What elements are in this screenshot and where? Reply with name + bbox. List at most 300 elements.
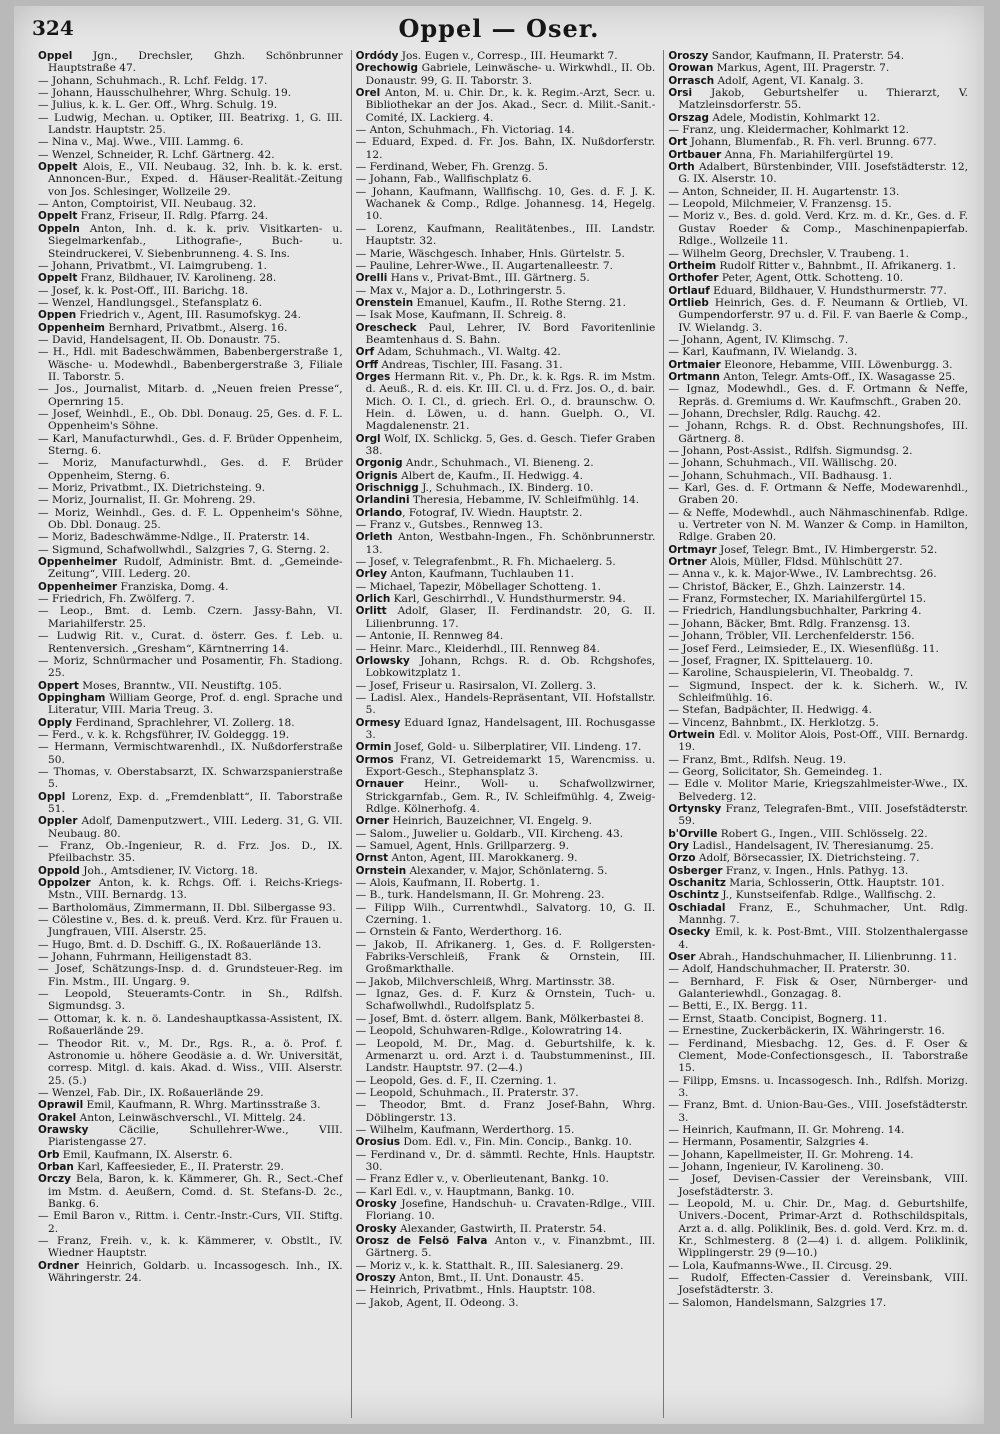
directory-entry — [38, 408, 343, 433]
entry-surname: Oppelt — [38, 272, 78, 285]
entry-text: — Johann, Ingenieur, IV. Karolineng. 30. — [668, 1160, 884, 1173]
directory-entry — [668, 136, 968, 148]
directory-page — [14, 6, 984, 1424]
entry-text: — Johann, Kapellmeister, II. Gr. Mohreng. 14. — [668, 1148, 914, 1161]
directory-entry — [668, 568, 968, 580]
directory-entry — [38, 210, 343, 222]
directory-entry — [668, 198, 968, 210]
directory-entry — [356, 186, 656, 223]
directory-entry — [356, 457, 656, 469]
directory-entry — [356, 359, 656, 371]
entry-text: Alois, Müller, Fldsd. Mühlschütt 27. — [706, 556, 903, 569]
entry-text: Heinrich, Goldarb. u. Incassogesch. Inh., IX. Währingerstr. 24. — [48, 1259, 343, 1285]
entry-text: — Anton, Comptoirist, VII. Neubaug. 32. — [38, 198, 257, 211]
directory-entry — [668, 1198, 968, 1260]
entry-surname: Orenstein — [355, 296, 414, 309]
directory-entry — [668, 408, 968, 420]
directory-entry — [356, 889, 656, 901]
directory-entry — [38, 791, 343, 816]
directory-entry — [356, 581, 656, 593]
entry-text: Bernhard, Privatbmt., Alserg. 16. — [105, 321, 288, 334]
entry-text: — Jakob, II. Afrikanerg. 1, Ges. d. F. Rollgersten-Fabriks-Verschleiß, Frank & Ornstein, III. Großmarkthalle. — [355, 938, 656, 976]
entry-text: , Fotograf, IV. Wiedn. Hauptstr. 2. — [402, 506, 583, 519]
entry-surname: Oroszy — [668, 50, 709, 62]
entry-text: — Filipp Wilh., Currentwhdl., Salvatorg. 10, G. II. Czerning. 1. — [355, 901, 656, 927]
directory-entry — [356, 531, 656, 556]
entry-text: — Sigmund, Inspect. der k. k. Sicherh. W., IV. Schleifmühlg. 16. — [668, 679, 968, 704]
directory-entry — [38, 902, 343, 914]
entry-text: Adolf, Glaser, II. Ferdinandstr. 20, G. II. Lilienbrunng. 17. — [365, 605, 656, 630]
entry-surname: Ordner — [38, 1259, 79, 1272]
directory-entry — [356, 272, 656, 284]
entry-surname: Orrasch — [668, 74, 715, 87]
entry-text: — Ferdinand, Weber, Fh. Grenzg. 5. — [355, 161, 549, 174]
directory-entry — [668, 828, 968, 840]
entry-text: — Johann, Fuhrmann, Heiligenstadt 83. — [38, 951, 252, 964]
entry-surname: Ortlauf — [668, 284, 710, 297]
entry-surname: Orignis — [355, 469, 398, 482]
entry-text: — Wilhelm Georg, Drechsler, V. Traubeng. 1. — [668, 247, 909, 260]
entry-text: — Leopold, M. u. Chir. Dr., Mag. d. Geburtshilfe, Univers.-Docent, Primar-Arzt d. Rothschildspitals, Arzt a. d. allg. Poliklinik, Bes. d. gold. Verd. Krz. m. d. Kr., Schlmesterg. 8 (2—4) i. d. allgem. Poliklinik, Wipplingerstr. 29 (9—10.) — [668, 1197, 968, 1260]
directory-entry — [38, 1013, 343, 1038]
entry-surname: Orlich — [355, 593, 391, 606]
entry-text: — Wenzel, Schneider, R. Lchf. Gärtnerg. 42. — [38, 148, 275, 161]
entry-text: Karl, Geschirrhdl., V. Hundsthurmerstr. 94. — [390, 593, 626, 606]
entry-text: Heinrich, Ges. d. F. Neumann & Ortlieb, VI. Gumpendorferstr. 97 u. d. Fil. F. van Baerle & Comp., IV. Wielandg. 3. — [678, 296, 968, 334]
entry-surname: Ory — [668, 840, 690, 852]
directory-entry — [38, 457, 343, 482]
directory-entry — [668, 112, 968, 124]
directory-entry — [38, 963, 343, 988]
entry-text: — Franz Edler v., v. Oberlieutenant, Bankg. 10. — [355, 1173, 609, 1186]
entry-surname: Oser — [668, 951, 696, 964]
directory-entry — [38, 1235, 343, 1260]
entry-text: Anton, Kaufmann, Tuchlauben 11. — [386, 568, 574, 581]
directory-entry — [668, 87, 968, 112]
directory-entry — [38, 593, 343, 605]
directory-entry — [356, 939, 656, 976]
directory-entry — [356, 865, 656, 877]
entry-text: Lorenz, Exp. d. „Fremdenblatt“, II. Taborstraße 51. — [48, 790, 343, 815]
entry-text: — Moriz, Journalist, II. Gr. Mohreng. 29. — [38, 494, 256, 507]
entry-text: — Ottomar, k. k. n. ö. Landeshauptkassa-Assistent, IX. Roßauerlände 29. — [38, 1012, 343, 1038]
entry-text: Adolf, Börsecassier, IX. Dietrichsteing. 7. — [695, 852, 920, 865]
directory-entry — [668, 1013, 968, 1025]
entry-text: — Josef, Schätzungs-Insp. d. d. Grundsteuer-Reg. im Fin. Mstm., III. Ungarg. 9. — [38, 963, 343, 988]
entry-text: Franz, Friseur, II. Rdlg. Pfarrg. 24. — [77, 210, 269, 223]
directory-entry — [356, 680, 656, 692]
column-3 — [663, 50, 968, 1418]
directory-entry — [668, 593, 968, 605]
entry-text: — Eduard, Exped. d. Fr. Jos. Bahn, IX. Nußdorferstr. 12. — [355, 136, 656, 161]
directory-entry — [668, 285, 968, 297]
directory-entry — [668, 149, 968, 161]
entry-text: Alexander, Gastwirth, II. Praterstr. 54. — [396, 1222, 607, 1235]
entry-surname: Orff — [355, 358, 378, 371]
directory-entry — [356, 507, 656, 519]
directory-entry — [356, 926, 656, 938]
directory-entry — [356, 161, 656, 173]
entry-text: Friedrich v., Agent, III. Rasumofskyg. 24. — [76, 309, 301, 322]
directory-entry — [668, 346, 968, 358]
directory-entry — [356, 1198, 656, 1223]
entry-text: — Georg, Solicitator, Sh. Gemeindeg. 1. — [668, 765, 883, 778]
entry-text: — Friedrich, Fh. Zwölferg. 7. — [38, 593, 195, 606]
directory-entry — [668, 865, 968, 877]
directory-entry — [38, 1161, 343, 1173]
directory-entry — [356, 1284, 656, 1296]
directory-entry — [38, 136, 343, 148]
directory-entry — [668, 1297, 968, 1309]
directory-entry — [668, 889, 968, 901]
directory-entry — [356, 1272, 656, 1284]
directory-entry — [356, 519, 656, 531]
directory-entry — [668, 680, 968, 705]
entry-text: Hermann Rit. v., Ph. Dr., k. k. Rgs. R. im Mstm. d. Aeuß., R. d. eis. Kr. III. Cl. u. d. Frz. Jos. O., d. bair. Mich. O. I. Cl., d. griech. Erl. O., d. braunschw. O. Hein. d. Löwen, u. d. hann. Guelph. O., VI. Magdalenenstr. 21. — [365, 370, 656, 433]
entry-text: Anton v., v. Finanzbmt., III. Gärtnerg. 5. — [365, 1235, 656, 1260]
directory-entry — [38, 556, 343, 581]
entry-text: Cäcilie, Schullehrer-Wwe., VIII. Piaristengasse 27. — [48, 1123, 343, 1149]
directory-entry — [668, 1136, 968, 1148]
entry-text: Theresia, Hebamme, IV. Schleifmühlg. 14. — [409, 494, 640, 507]
directory-entry — [668, 457, 968, 469]
entry-text: — Nina v., Maj. Wwe., VIII. Lammg. 6. — [38, 136, 244, 149]
directory-entry — [38, 914, 343, 939]
directory-entry — [38, 581, 343, 593]
directory-entry — [356, 433, 656, 458]
entry-text: Josef, Gold- u. Silberplatirer, VII. Lindeng. 17. — [391, 741, 642, 754]
entry-surname: Oprawil — [38, 1099, 84, 1112]
entry-surname: Orawsky — [38, 1123, 89, 1136]
entry-surname: Orelli — [355, 272, 388, 285]
entry-text: Franz, VI. Getreidemarkt 15, Warencmiss. u. Export-Gesch., Stephansplatz 3. — [365, 753, 656, 778]
entry-text: Alexander, v. Major, Schönlaterng. 5. — [406, 864, 608, 877]
entry-text: — Marie, Wäschgesch. Inhaber, Hnls. Gürtelstr. 5. — [355, 247, 625, 260]
entry-text: — Josef, v. Telegrafenbmt., R. Fh. Michaelerg. 5. — [355, 556, 616, 569]
directory-entry — [38, 1210, 343, 1235]
directory-entry — [356, 309, 656, 321]
directory-entry — [668, 1124, 968, 1136]
directory-entry — [668, 877, 968, 889]
entry-text: — Jakob, Milchverschleiß, Whrg. Martinsstr. 38. — [355, 975, 615, 988]
entry-text: — Theodor Rit. v., M. Dr., Rgs. R., a. ö. Prof. f. Astronomie u. höhere Geodäsie a. d. Wr. Universität, corresp. Mitgl. d. kais. Akad. d. Wiss., VIII. Alserstr. 25. (5.) — [38, 1037, 343, 1087]
directory-entry — [38, 815, 343, 840]
directory-entry — [38, 433, 343, 458]
entry-text: — Karoline, Schauspielerin, VI. Theobaldg. 7. — [668, 667, 914, 680]
column-1 — [38, 50, 343, 1418]
entry-surname: Oppelt — [38, 210, 78, 223]
entry-surname: Orsi — [668, 87, 693, 100]
entry-surname: Orosz de Felsö Falva — [355, 1235, 488, 1247]
directory-entry — [668, 963, 968, 975]
entry-text: — Lorenz, Kaufmann, Realitätenbes., III. Landstr. Hauptstr. 32. — [355, 222, 656, 248]
directory-entry — [38, 630, 343, 655]
directory-entry — [38, 988, 343, 1013]
entry-text: Ladisl., Handelsagent, IV. Theresianumg. 25. — [689, 840, 934, 852]
entry-surname: Oppenheimer — [38, 580, 118, 593]
entry-text: — Ferdinand, Miesbachg. 12, Ges. d. F. Oser & Clement, Mode-Confectionsgesch., II. Taborstraße 15. — [668, 1037, 968, 1075]
entry-text: — Josef, Weinhdl., E., Ob. Dbl. Donaug. 25, Ges. d. F. L. Oppenheim's Söhne. — [38, 407, 343, 433]
entry-text: Maria, Schlosserin, Ottk. Hauptstr. 101. — [725, 877, 945, 890]
entry-text: — Theodor, Bmt. d. Franz Josef-Bahn, Whrg. Döblingerstr. 13. — [355, 1099, 656, 1124]
entry-surname: Ortynsky — [668, 802, 722, 815]
entry-text: — Johann, Post-Assist., Rdlfsh. Sigmundsg. 2. — [668, 445, 913, 457]
entry-text: — Moriz v., k. k. Statthalt. R., III. Salesianerg. 29. — [355, 1259, 624, 1272]
entry-text: — Moriz v., Bes. d. gold. Verd. Krz. m. d. Kr., Ges. d. F. Gustav Roeder & Comp., Maschinenpapierfab. Rdlge., Wollzeile 11. — [668, 210, 968, 248]
directory-entry — [38, 112, 343, 137]
directory-entry — [356, 692, 656, 717]
entry-text: — B., turk. Handelsmann, II. Gr. Mohreng. 23. — [355, 889, 605, 902]
entry-surname: Opply — [38, 716, 73, 729]
entry-text: Johann, Rchgs. R. d. Ob. Rchgshofes, Lobkowitzplatz 1. — [365, 654, 656, 680]
entry-text: Anton, Bmt., II. Unt. Donaustr. 45. — [395, 1272, 584, 1285]
directory-entry — [356, 828, 656, 840]
entry-text: — Moriz, Manufacturwhdl., Ges. d. F. Brüder Oppenheim, Sterng. 6. — [38, 457, 343, 482]
entry-text: Hans v., Privat-Bmt., III. Gärtnerg. 5. — [387, 272, 590, 285]
entry-surname: Orlitt — [355, 605, 387, 618]
entry-text: — Josef, k. k. Post-Off., III. Barichg. 18. — [38, 284, 249, 297]
entry-surname: Orosky — [355, 1197, 397, 1210]
directory-entry — [668, 260, 968, 272]
directory-entry — [356, 568, 656, 580]
directory-entry — [356, 124, 656, 136]
directory-entry — [668, 704, 968, 716]
entry-text: — Karl, Kaufmann, IV. Wielandg. 3. — [668, 346, 858, 359]
entry-text: — Josef, Devisen-Cassier der Vereinsbank, VIII. Josefstädterstr. 3. — [668, 1173, 968, 1198]
entry-text: Franz, Telegrafen-Bmt., VIII. Josefstädterstr. 59. — [678, 802, 968, 828]
directory-entry — [356, 1260, 656, 1272]
directory-entry — [356, 470, 656, 482]
directory-entry — [668, 297, 968, 334]
entry-text: — Moriz, Badeschwämme-Ndlge., II. Praterstr. 14. — [38, 531, 310, 544]
entry-text: Anton, Telegr. Amts-Off., IX. Wasagasse 25. — [719, 370, 956, 383]
directory-entry — [38, 149, 343, 161]
entry-text: — Adolf, Handschuhmacher, II. Praterstr. 30. — [668, 963, 911, 976]
entry-text: — Johann, Agent, IV. Klimschg. 7. — [668, 333, 849, 346]
entry-surname: Orowan — [668, 62, 714, 75]
directory-entry — [356, 1099, 656, 1124]
entry-text: — Karl, Manufacturwhdl., Ges. d. F. Brüder Oppenheim, Sterng. 6. — [38, 432, 343, 457]
entry-text: — Leopold, Schuhmach., II. Praterstr. 37. — [355, 1086, 579, 1099]
directory-entry — [356, 322, 656, 347]
entry-surname: Ortmaier — [668, 358, 721, 371]
directory-entry — [38, 865, 343, 877]
entry-text: Emil, k. k. Post-Bmt., VIII. Stolzenthalergasse 4. — [678, 926, 968, 951]
entry-text: — Friedrich, Handlungsbuchhalter, Parkring 4. — [668, 605, 922, 618]
directory-entry — [38, 285, 343, 297]
entry-text: — Heinr. Marc., Kleiderhdl., III. Rennweg 84. — [355, 642, 600, 655]
entry-surname: Orczy — [38, 1173, 71, 1186]
entry-text: — Johann, Schuhmach., VII. Badhausg. 1. — [668, 469, 892, 482]
directory-entry — [668, 1099, 968, 1124]
entry-text: — Leop., Bmt. d. Lemb. Czern. Jassy-Bahn, VI. Mariahilferstr. 25. — [38, 605, 343, 630]
directory-entry — [668, 248, 968, 260]
directory-entry — [668, 655, 968, 667]
entry-text: Franz, Bildhauer, IV. Karolineng. 28. — [77, 272, 277, 285]
entry-text: — Bernhard, F. Fisk & Oser, Nürnberger- und Galanteriewhdl., Gonzagag. 8. — [668, 975, 968, 1001]
directory-entry — [668, 1025, 968, 1037]
entry-text: Andr., Schuhmach., VI. Bieneng. 2. — [402, 457, 594, 470]
entry-text: Adolf, Damenputzwert., VIII. Lederg. 31, G. VII. Neubaug. 80. — [48, 815, 343, 840]
directory-entry — [356, 1136, 656, 1148]
entry-surname: Orley — [355, 568, 387, 581]
entry-text: Peter, Agent, Ottk. Schotteng. 10. — [718, 272, 904, 285]
entry-text: Andreas, Tischler, III. Fasang. 31. — [378, 358, 563, 371]
entry-surname: Orosky — [355, 1222, 397, 1235]
entry-text: — Karl Edl. v., v. Hauptmann, Bankg. 10. — [355, 1185, 575, 1198]
entry-surname: Orosius — [355, 1136, 401, 1149]
entry-text: Emil, Kaufmann, R. Whrg. Martinsstraße 3. — [83, 1099, 321, 1112]
entry-text: — Hermann, Vermischtwarenhdl., IX. Nußdorferstraße 50. — [38, 741, 343, 766]
entry-text: — Salomon, Handelsmann, Salzgries 17. — [668, 1296, 887, 1309]
entry-text: Jakob, Geburtshelfer u. Thierarzt, V. Matzleinsdorferstr. 55. — [678, 87, 968, 112]
entry-surname: Ordódy — [355, 50, 399, 62]
directory-entry — [356, 285, 656, 297]
directory-entry — [356, 1149, 656, 1174]
entry-surname: Orgonig — [355, 457, 403, 470]
entry-text: — Leopold, Ges. d. F., II. Czerning. 1. — [355, 1074, 557, 1087]
entry-text: — Jakob, Agent, II. Odeong. 3. — [355, 1296, 519, 1309]
directory-entry — [668, 507, 968, 544]
directory-entry — [38, 1099, 343, 1111]
entry-text: — Ernst, Staatb. Concipist, Bognerg. 11. — [668, 1012, 887, 1025]
entry-text: Anton, Inh. d. k. k. priv. Visitkarten- u. Siegelmarkenfab., Lithografie-, Buch- u. Steindruckerei, V. Siebenbrunneng. 4. S. Ins. — [48, 222, 343, 260]
directory-entry — [356, 1297, 656, 1309]
entry-text: — Leopold, Steueramts-Contr. in Sh., Rdlfsh. Sigmundsg. 3. — [38, 988, 343, 1013]
entry-surname: Orlowsky — [355, 654, 410, 667]
entry-text: Rudolf Ritter v., Bahnbmt., II. Afrikanerg. 1. — [716, 259, 956, 272]
entry-text: — Jos., Journalist, Mitarb. d. „Neuen freien Presse“, Opernring 15. — [38, 383, 343, 408]
entry-text: — Johann, Hausschulhehrer, Whrg. Schulg. 19. — [38, 87, 292, 100]
directory-entry — [38, 260, 343, 272]
directory-entry — [38, 50, 343, 75]
entry-surname: Ornstein — [355, 864, 407, 877]
directory-entry — [38, 346, 343, 383]
directory-entry — [38, 383, 343, 408]
directory-entry — [668, 618, 968, 630]
directory-entry — [356, 902, 656, 927]
entry-text: Moses, Branntw., VII. Neustiftg. 105. — [78, 679, 282, 692]
directory-entry — [356, 371, 656, 433]
entry-surname: Oschiadal — [668, 901, 726, 914]
entry-text: J., Schuhmach., IX. Binderg. 10. — [418, 482, 594, 495]
entry-text: Franz, E., Schuhmacher, Unt. Rdlg. Mannhg. 7. — [678, 901, 968, 927]
entry-text: Sandor, Kaufmann, II. Praterstr. 54. — [708, 50, 905, 62]
entry-surname: Orner — [355, 815, 390, 828]
entry-text: — Anton, Schneider, II. H. Augartenstr. 13. — [668, 185, 900, 198]
entry-text: Anton, Westbahn-Ingen., Fh. Schönbrunnerstr. 13. — [365, 531, 656, 556]
entry-surname: Orthofer — [668, 272, 719, 285]
entry-text: Robert G., Ingen., VIII. Schlösselg. 22. — [717, 827, 928, 840]
entry-text: — Anna v., k. k. Major-Wwe., IV. Lambrechtsg. 26. — [668, 568, 937, 581]
directory-entry — [38, 87, 343, 99]
entry-text: — Leopold, Schuhwaren-Rdlge., Kolowratring 14. — [355, 1025, 623, 1038]
entry-text: — Heinrich, Privatbmt., Hnls. Hauptstr. 108. — [355, 1284, 596, 1297]
entry-text: — Heinrich, Kaufmann, II. Gr. Mohreng. 14. — [668, 1123, 905, 1136]
entry-text: Karl, Kaffeesieder, E., II. Praterstr. 29. — [73, 1160, 284, 1173]
directory-entry — [668, 371, 968, 383]
directory-entry — [356, 593, 656, 605]
entry-text: — Franz, ung. Kleidermacher, Kohlmarkt 12. — [668, 124, 909, 137]
entry-surname: Ornauer — [355, 778, 404, 791]
entry-text: — Franz v., Gutsbes., Rennweg 13. — [355, 519, 543, 532]
entry-text: — Franz, Formstecher, IX. Mariahilfergürtel 15. — [668, 593, 927, 606]
entry-surname: Oppelt — [38, 161, 78, 174]
entry-surname: Ornst — [355, 852, 389, 865]
entry-surname: Ortlieb — [668, 296, 709, 309]
directory-entry — [668, 630, 968, 642]
entry-surname: Orgl — [355, 432, 381, 445]
entry-text: — Franz, Ob.-Ingenieur, R. d. Frz. Jos. D., IX. Pfeilbachstr. 35. — [38, 840, 343, 865]
directory-entry — [38, 507, 343, 532]
entry-text: Emanuel, Kaufm., II. Rothe Sterng. 21. — [413, 296, 627, 309]
entry-text: — Alois, Kaufmann, II. Robertg. 1. — [355, 877, 540, 890]
entry-text: — Stefan, Badpächter, II. Hedwigg. 4. — [668, 704, 873, 717]
directory-entry — [38, 1038, 343, 1087]
directory-entry — [38, 729, 343, 741]
entry-text: William George, Prof. d. engl. Sprache und Literatur, VIII. Maria Treug. 3. — [48, 691, 343, 717]
directory-entry — [38, 1173, 343, 1210]
directory-entry — [38, 877, 343, 902]
entry-text: — Leopold, M. Dr., Mag. d. Geburtshilfe, k. k. Armenarzt u. ord. Arzt i. d. Taubstummeninst., III. Landstr. Hauptstr. 97. (2—4.) — [355, 1037, 656, 1075]
entry-surname: Oppolzer — [38, 877, 91, 890]
entry-text: — Josef, Bmt. d. österr. allgem. Bank, Mölkerbastei 8. — [355, 1012, 644, 1025]
directory-entry — [668, 667, 968, 679]
directory-entry — [668, 482, 968, 507]
directory-entry — [356, 346, 656, 358]
entry-surname: Ortmayr — [668, 543, 717, 556]
entry-text: — Franz, Bmt., Rdlfsh. Neug. 19. — [668, 753, 847, 766]
entry-text: — Karl, Ges. d. F. Ortmann & Neffe, Modewarenhdl., Graben 20. — [668, 482, 968, 507]
entry-text: — Antonie, II. Rennweg 84. — [355, 630, 504, 643]
entry-text: Anton, M. u. Chir. Dr., k. k. Regim.-Arzt, Secr. u. Bibliothekar an der Jos. Akad., Secr. d. Milit.-Sanit.-Comité, IX. Lackierg. 4. — [365, 87, 656, 124]
entry-text: Johann, Blumenfab., R. Fh. verl. Brunng. 677. — [687, 136, 937, 149]
entry-text: — Lola, Kaufmanns-Wwe., II. Circusg. 29. — [668, 1259, 893, 1272]
directory-entry — [38, 494, 343, 506]
directory-entry — [38, 1087, 343, 1099]
entry-text: Dom. Edl. v., Fin. Min. Concip., Bankg. 10. — [400, 1136, 632, 1149]
column-2 — [351, 50, 656, 1418]
entry-text: J., Kunstseifenfab. Rdlge., Wallfischg. 2. — [718, 889, 936, 902]
directory-entry — [356, 754, 656, 779]
directory-entry — [356, 248, 656, 260]
directory-entry — [356, 1173, 656, 1185]
entry-text: — Ornstein & Fanto, Werderthorg. 16. — [355, 926, 562, 939]
entry-text: — Johann, Kaufmann, Wallfischg. 10, Ges. d. F. J. K. Wachanek & Comp., Rdlge. Johannesg. 14, Hegelg. 10. — [355, 185, 656, 223]
entry-surname: Orzo — [668, 852, 696, 865]
entry-surname: Oppler — [38, 815, 78, 828]
entry-surname: Oppert — [38, 679, 79, 692]
entry-text: — Salom., Juwelier u. Goldarb., VII. Kircheng. 43. — [355, 827, 624, 840]
entry-surname: Oppl — [38, 790, 66, 803]
directory-entry — [38, 605, 343, 630]
directory-entry — [668, 1075, 968, 1100]
directory-entry — [668, 852, 968, 864]
directory-entry — [38, 1149, 343, 1161]
directory-entry — [38, 655, 343, 680]
entry-text: Heinrich, Bauzeichner, VI. Engelg. 9. — [389, 815, 593, 828]
directory-entry — [668, 1260, 968, 1272]
entry-text: Ferdinand, Sprachlehrer, VI. Zollerg. 18. — [72, 716, 295, 729]
entry-text: — Johann, Schuhmach., R. Lchf. Feldg. 17. — [38, 74, 268, 87]
directory-entry — [38, 482, 343, 494]
entry-surname: Oppold — [38, 864, 80, 877]
entry-text: — Cölestine v., Bes. d. k. preuß. Verd. Krz. für Frauen u. Jungfrauen, VIII. Alserstr. 25. — [38, 914, 343, 939]
directory-entry — [356, 1223, 656, 1235]
directory-entry — [668, 951, 968, 963]
directory-entry — [668, 729, 968, 754]
entry-surname: Ormos — [355, 753, 394, 766]
